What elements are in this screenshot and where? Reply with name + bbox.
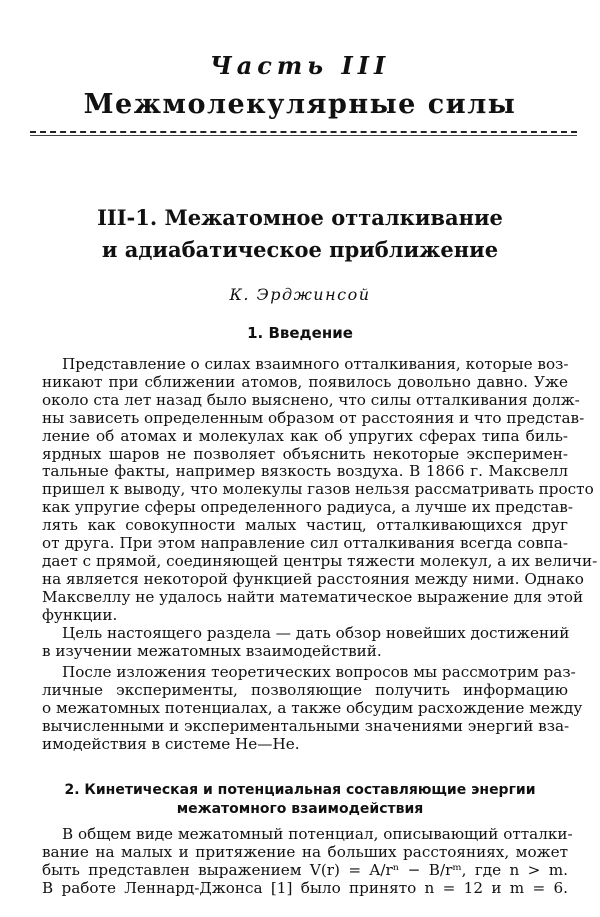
text-line: о межатомных потенциалах, а также обсудим расхождение между	[42, 698, 583, 717]
section-title	[0, 202, 600, 266]
paragraph-intro-2	[42, 624, 570, 661]
text-line: ление об атомах и молекулах как об упругих сферах типа биль-	[42, 426, 568, 445]
paragraph-intro-1	[42, 355, 598, 625]
text-line: В общем виде межатомный потенциал, описывающий отталки-	[62, 825, 573, 843]
paragraph-kinetic-1	[42, 825, 573, 898]
author-name: К. Эрджинсой	[229, 285, 371, 304]
decorative-rule-thin	[30, 135, 577, 136]
section-title-line: III-1. Межатомное отталкивание	[97, 205, 503, 230]
text-line: быть представлен выражением V(r) = A/rⁿ − B/rᵐ, где n > m.	[42, 860, 568, 879]
text-line: функции.	[42, 605, 118, 624]
text-line: пришел к выводу, что молекулы газов нельзя рассматривать просто	[42, 480, 594, 499]
decorative-rule	[30, 131, 577, 133]
heading-line: межатомного взаимодействия	[176, 801, 424, 817]
section-title-line: и адиабатическое приближение	[101, 237, 499, 262]
text-line: в изучении межатомных взаимодействий.	[42, 641, 382, 660]
text-line: от друга. При этом направление сил отталкивания всегда совпа-	[42, 534, 568, 553]
subsection-heading-intro: 1. Введение	[247, 324, 353, 342]
text-line: около ста лет назад было выяснено, что силы отталкивания долж-	[42, 390, 580, 409]
text-line: В работе Леннард-Джонса [1] было принято n = 12 и m = 6.	[42, 878, 568, 897]
text-line: Цель настоящего раздела — дать обзор новейших достижений	[62, 624, 570, 642]
text-line: никают при сближении атомов, появилось довольно давно. Уже	[42, 372, 568, 391]
text-line: Максвеллу не удалось найти математическое выражение для этой	[42, 587, 584, 606]
part-label: Часть III	[209, 51, 391, 80]
subsection-heading-kinetic	[0, 781, 600, 819]
heading-line: 2. Кинетическая и потенциальная составляющие энергии	[64, 782, 536, 798]
paragraph-intro-3	[42, 663, 583, 754]
text-line: личные эксперименты, позволяющие получить информацию	[42, 680, 568, 699]
text-line: ны зависеть определенным образом от расстояния и что представ-	[42, 408, 585, 427]
text-line: После изложения теоретических вопросов мы рассмотрим раз-	[62, 663, 576, 681]
text-line: вычисленными и экспериментальными значениями энергий вза-	[42, 716, 570, 735]
text-line: лять как совокупности малых частиц, отталкивающихся друг	[42, 516, 568, 535]
text-line: тальные факты, например вязкость воздуха. В 1866 г. Максвелл	[42, 462, 568, 481]
text-line: Представление о силах взаимного отталкивания, которые воз-	[62, 355, 569, 373]
part-title: Межмолекулярные силы	[83, 89, 517, 120]
text-line: имодействия в системе He—He.	[42, 734, 300, 753]
text-line: на является некоторой функцией расстояния между ними. Однако	[42, 569, 584, 588]
text-line: вание на малых и притяжение на больших расстояниях, может	[42, 842, 568, 861]
text-line: дает с прямой, соединяющей центры тяжести молекул, а их величи-	[42, 551, 598, 570]
text-line: ярдных шаров не позволяет объяснить некоторые эксперимен-	[42, 444, 568, 463]
text-line: как упругие сферы определенного радиуса, а лучше их представ-	[42, 498, 573, 517]
